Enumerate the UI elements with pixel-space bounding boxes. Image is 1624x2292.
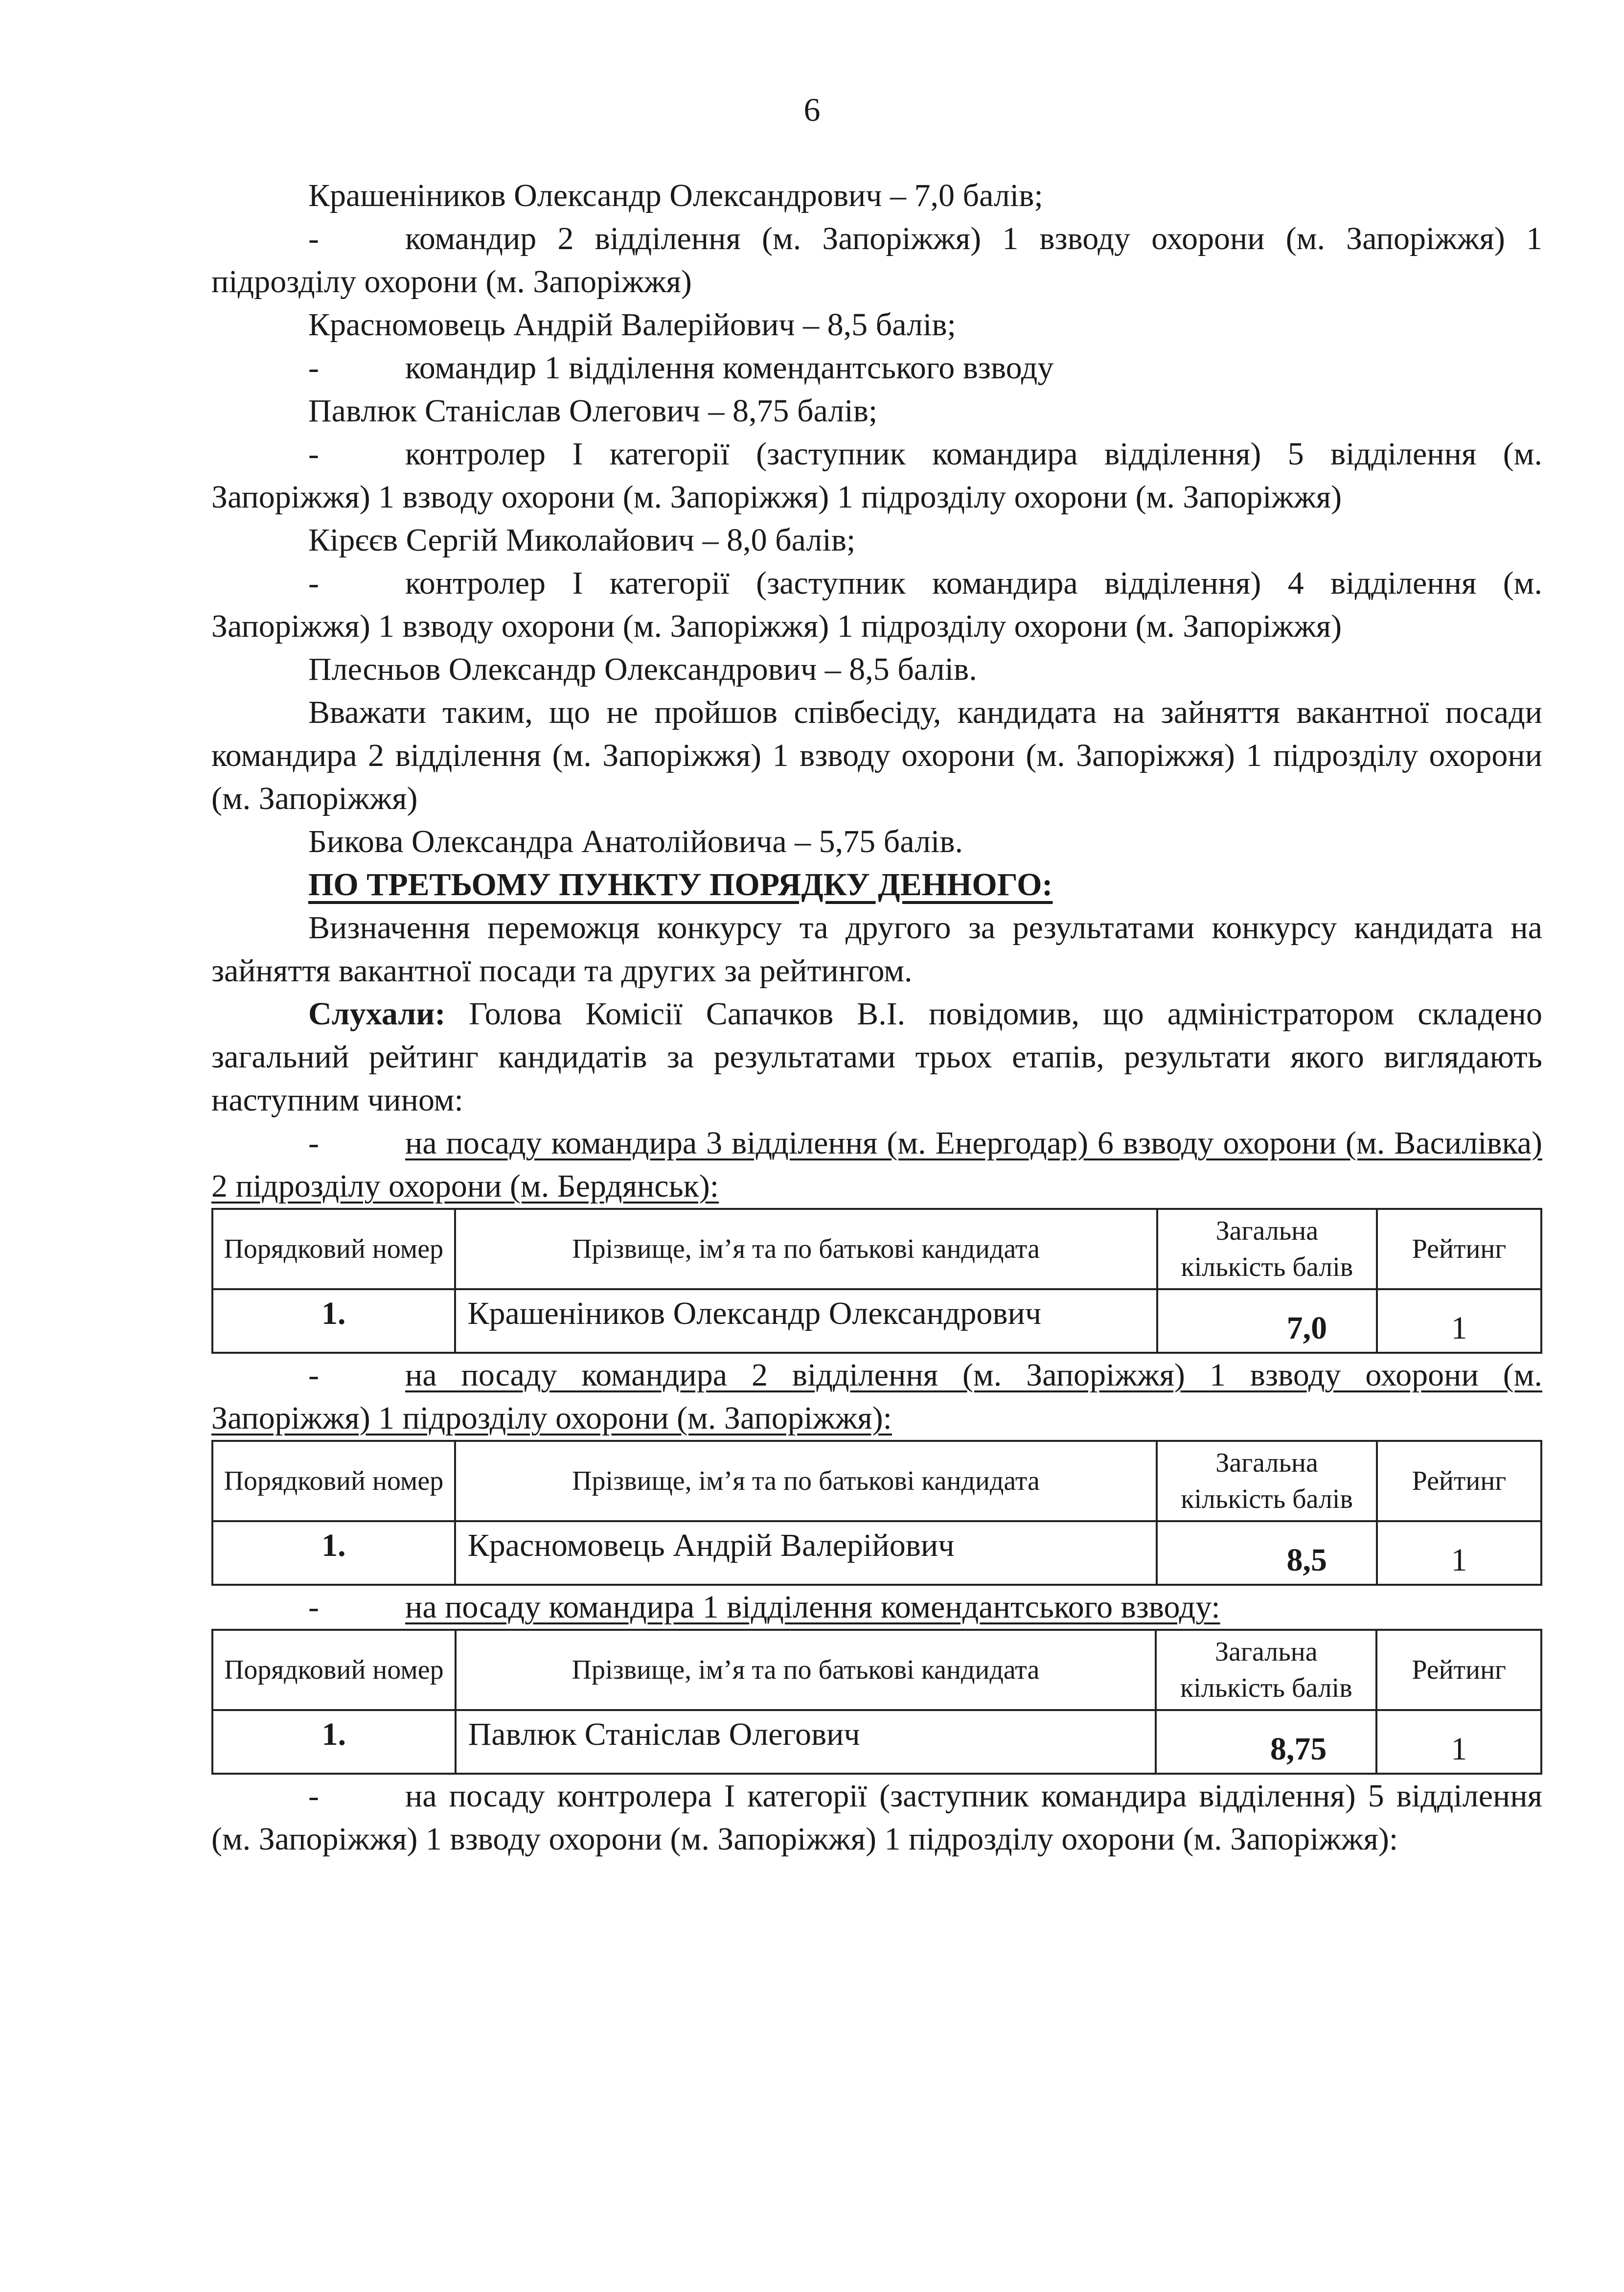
position-line — [211, 433, 1542, 519]
dash-marker: - — [308, 350, 319, 386]
candidate-score-line: Павлюк Станіслав Олегович – 8,75 балів; — [308, 393, 878, 429]
table-header-row — [212, 1630, 1541, 1710]
position-line — [211, 562, 1542, 648]
decision-paragraph: Вважати таким, що не пройшов співбесіду, кандидата на зайняття вакантної посади командира 2 відділення (м. Запоріжжя) 1 взводу охорони (м. Запоріжжя) 1 підрозділу охорони (м. Запоріжжя) — [211, 695, 1542, 816]
rating-table — [211, 1440, 1542, 1586]
position-line — [211, 347, 1542, 390]
dash-marker: - — [308, 221, 319, 256]
col-header-name: Прізвище, ім’я та по батькові кандидата — [455, 1209, 1157, 1289]
dash-marker: - — [308, 1589, 319, 1625]
candidate-name: Красномовець Андрій Валерійович — [455, 1521, 1157, 1585]
col-header-rating: Рейтинг — [1377, 1209, 1541, 1289]
candidate-name: Крашеніников Олександр Олександрович — [455, 1289, 1157, 1353]
candidate-score-line: Бикова Олександра Анатолійовича – 5,75 балів. — [308, 824, 963, 859]
col-header-score: Загальна кількість балів — [1157, 1441, 1377, 1521]
position-heading — [211, 1586, 1542, 1629]
heard-label: Слухали: — [308, 996, 446, 1032]
position-heading — [211, 1354, 1542, 1440]
rating-table — [211, 1629, 1542, 1775]
dash-marker: - — [308, 565, 319, 601]
position-text: командир 1 відділення комендантського взводу — [405, 350, 1054, 386]
col-header-number: Порядковий номер — [212, 1441, 455, 1521]
dash-marker: - — [308, 1357, 319, 1393]
section-heading: ПО ТРЕТЬОМУ ПУНКТУ ПОРЯДКУ ДЕННОГО: — [308, 867, 1053, 903]
position-text: контролер І категорії (заступник командира відділення) 5 відділення (м. Запоріжжя) 1 взводу охорони (м. Запоріжжя) 1 підрозділу охорони (м. Запоріжжя) — [211, 436, 1542, 515]
rating-table — [211, 1208, 1542, 1354]
dash-marker: - — [308, 436, 319, 472]
dash-marker: - — [308, 1125, 319, 1161]
row-number: 1. — [212, 1710, 456, 1774]
candidate-score-line: Красномовець Андрій Валерійович – 8,5 балів; — [308, 307, 956, 343]
position-heading — [211, 1122, 1542, 1208]
document-body — [211, 174, 1542, 1861]
table-row — [212, 1289, 1541, 1353]
table-header-row — [212, 1441, 1541, 1521]
col-header-number: Порядковий номер — [212, 1630, 456, 1710]
col-header-score: Загальна кількість балів — [1156, 1630, 1376, 1710]
dash-marker: - — [308, 1778, 319, 1814]
candidate-score-line: Кірєєв Сергій Миколайович – 8,0 балів; — [308, 522, 856, 558]
candidate-score-line: Плесньов Олександр Олександрович – 8,5 балів. — [308, 651, 977, 687]
position-text: контролер І категорії (заступник командира відділення) 4 відділення (м. Запоріжжя) 1 взводу охорони (м. Запоріжжя) 1 підрозділу охорони (м. Запоріжжя) — [211, 565, 1542, 644]
heard-paragraph — [211, 993, 1542, 1122]
total-score: 7,0 — [1157, 1289, 1377, 1353]
position-heading-text: на посаду контролера І категорії (заступник командира відділення) 5 відділення (м. Запоріжжя) 1 взводу охорони (м. Запоріжжя) 1 підрозділу охорони (м. Запоріжжя): — [211, 1778, 1542, 1857]
candidate-score-line: Крашеніников Олександр Олександрович – 7,0 балів; — [308, 178, 1043, 213]
row-number: 1. — [212, 1289, 455, 1353]
table-header-row — [212, 1209, 1541, 1289]
col-header-name: Прізвище, ім’я та по батькові кандидата — [456, 1630, 1156, 1710]
row-number: 1. — [212, 1521, 455, 1585]
position-line — [211, 217, 1542, 303]
col-header-score: Загальна кількість балів — [1157, 1209, 1377, 1289]
position-heading-text: на посаду командира 2 відділення (м. Запоріжжя) 1 взводу охорони (м. Запоріжжя) 1 підрозділу охорони (м. Запоріжжя): — [211, 1357, 1542, 1436]
rating-value: 1 — [1376, 1710, 1541, 1774]
rating-value: 1 — [1377, 1289, 1541, 1353]
position-heading-text: на посаду командира 3 відділення (м. Енергодар) 6 взводу охорони (м. Василівка) 2 підрозділу охорони (м. Бердянськ): — [211, 1125, 1542, 1204]
col-header-number: Порядковий номер — [212, 1209, 455, 1289]
heard-text: Голова Комісії Сапачков В.І. повідомив, що адміністратором складено загальний рейтинг кандидатів за результатами трьох етапів, результати якого виглядають наступним чином: — [211, 996, 1542, 1118]
page-number: 6 — [803, 91, 821, 128]
table-row — [212, 1710, 1541, 1774]
total-score: 8,75 — [1156, 1710, 1376, 1774]
section-text: Визначення переможця конкурсу та другого за результатами конкурсу кандидата на зайняття вакантної посади та других за рейтингом. — [211, 910, 1542, 989]
position-heading-text: на посаду командира 1 відділення комендантського взводу: — [405, 1589, 1220, 1625]
candidate-name: Павлюк Станіслав Олегович — [456, 1710, 1156, 1774]
col-header-rating: Рейтинг — [1376, 1630, 1541, 1710]
table-row — [212, 1521, 1541, 1585]
position-heading — [211, 1775, 1542, 1861]
rating-value: 1 — [1377, 1521, 1541, 1585]
col-header-rating: Рейтинг — [1377, 1441, 1541, 1521]
total-score: 8,5 — [1157, 1521, 1377, 1585]
col-header-name: Прізвище, ім’я та по батькові кандидата — [455, 1441, 1157, 1521]
position-text: командир 2 відділення (м. Запоріжжя) 1 взводу охорони (м. Запоріжжя) 1 підрозділу охорони (м. Запоріжжя) — [211, 221, 1542, 300]
